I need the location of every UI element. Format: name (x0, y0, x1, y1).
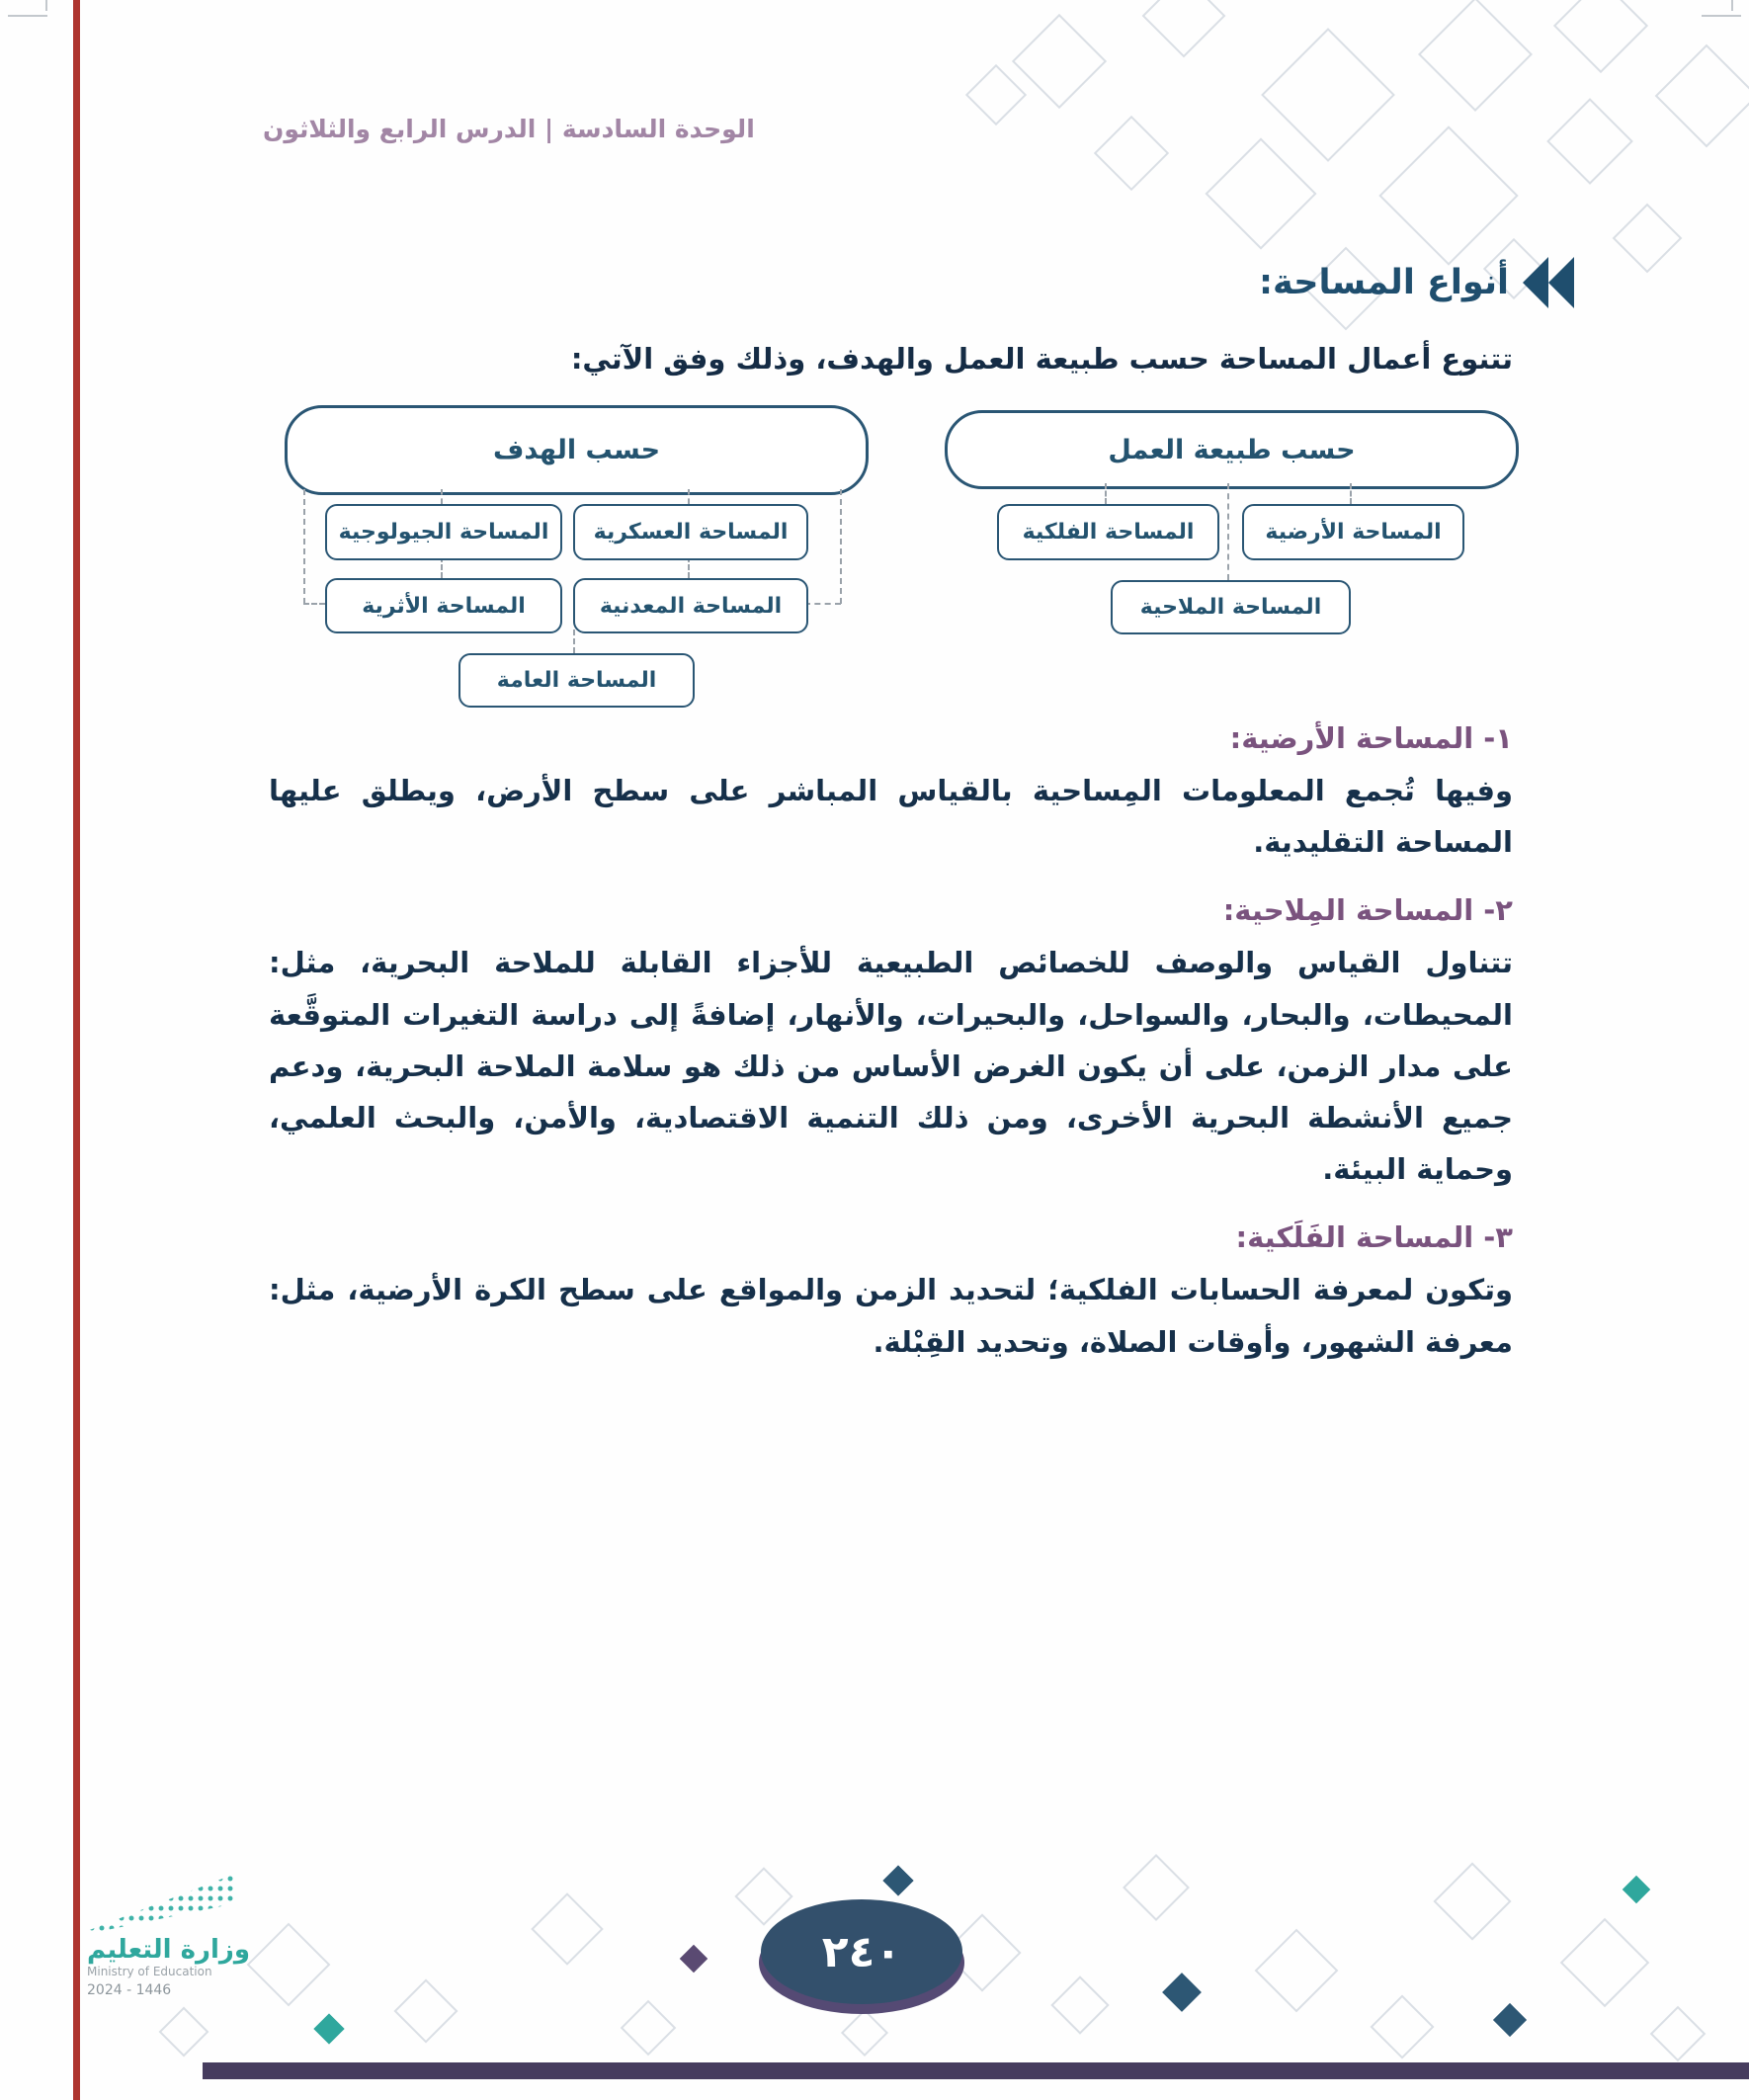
connector-line (804, 603, 841, 605)
connector-line (303, 489, 305, 604)
diagram-node-ground-survey: المساحة الأرضية (1242, 504, 1464, 560)
section-heading-ground: ١- المساحة الأرضية: (1229, 721, 1513, 755)
connector-line (1105, 483, 1107, 504)
section-paragraph-ground: وفيها تُجمع المعلومات المِساحية بالقياس المباشر على سطح الأرض، ويطلق عليها المساحة التقليدية. (269, 774, 1513, 860)
ministry-logo-title: وزارة التعليم (87, 1935, 250, 1965)
page-title: أنواع المساحة: (1259, 263, 1509, 302)
diagram-node-archaeological-survey: المساحة الأثرية (325, 578, 562, 633)
section-heading-navigational: ٢- المساحة المِلاحية: (1222, 893, 1513, 928)
connector-line (573, 630, 575, 653)
connector-line (441, 489, 443, 504)
diagram-node-military-survey: المساحة العسكرية (573, 504, 808, 560)
footer-bar (203, 2062, 1749, 2079)
section-paragraph-astronomical: وتكون لمعرفة الحسابات الفلكية؛ لتحديد الزمن والمواقع على سطح الكرة الأرضية، مثل: معرفة الشهور، وأوقات الصلاة، وتحديد القِبْلة. (269, 1273, 1513, 1359)
page-number-badge (761, 1899, 962, 2004)
left-red-rule (73, 0, 80, 2100)
section-heading-astronomical: ٣- المساحة الفَلَكية: (1235, 1220, 1513, 1255)
connector-line (1350, 483, 1352, 504)
intro-sentence: تتنوع أعمال المساحة حسب طبيعة العمل والهدف، وذلك وفق الآتي: (570, 342, 1513, 376)
ministry-logo-subtitle: Ministry of Education (87, 1965, 212, 1978)
breadcrumb: الوحدة السادسة | الدرس الرابع والثلاثون (263, 115, 755, 143)
diagram-node-geological-survey: المساحة الجيولوجية (325, 504, 562, 560)
diagram-node-navigational-survey: المساحة الملاحية (1111, 580, 1351, 634)
body-text-column (269, 721, 1513, 1368)
connector-line (688, 489, 690, 504)
diagram-node-by-work: حسب طبيعة العمل (945, 410, 1519, 489)
ministry-logo (87, 1874, 275, 1998)
connector-line (1227, 483, 1229, 580)
connector-line (303, 603, 325, 605)
diagram-node-mineral-survey: المساحة المعدنية (573, 578, 808, 633)
ministry-logo-mark-icon (87, 1874, 235, 1931)
section-paragraph-navigational: تتناول القياس والوصف للخصائص الطبيعية للأجزاء القابلة للملاحة البحرية، مثل: المحيطات، والبحار، والسواحل، والبحيرات، والأنهار، إضافةً إلى دراسة التغيرات المتوقَّعة على مدار الزمن، على أن يكون الغرض الأساس من ذلك هو سلامة الملاحة البحرية، ودعم جميع الأنشطة البحرية الأخرى، ومن ذلك التنمية الاقتصادية، والأمن، والبحث العلمي، وحماية البيئة. (269, 946, 1513, 1187)
diagram-node-general-survey: المساحة العامة (458, 653, 695, 708)
diagram-node-by-goal: حسب الهدف (285, 405, 869, 495)
page-number: ٢٤٠ (821, 1926, 902, 1977)
edition-year: 2024 - 1446 (87, 1982, 172, 1998)
diagram-node-astronomical-survey: المساحة الفلكية (997, 504, 1219, 560)
connector-line (840, 489, 842, 604)
